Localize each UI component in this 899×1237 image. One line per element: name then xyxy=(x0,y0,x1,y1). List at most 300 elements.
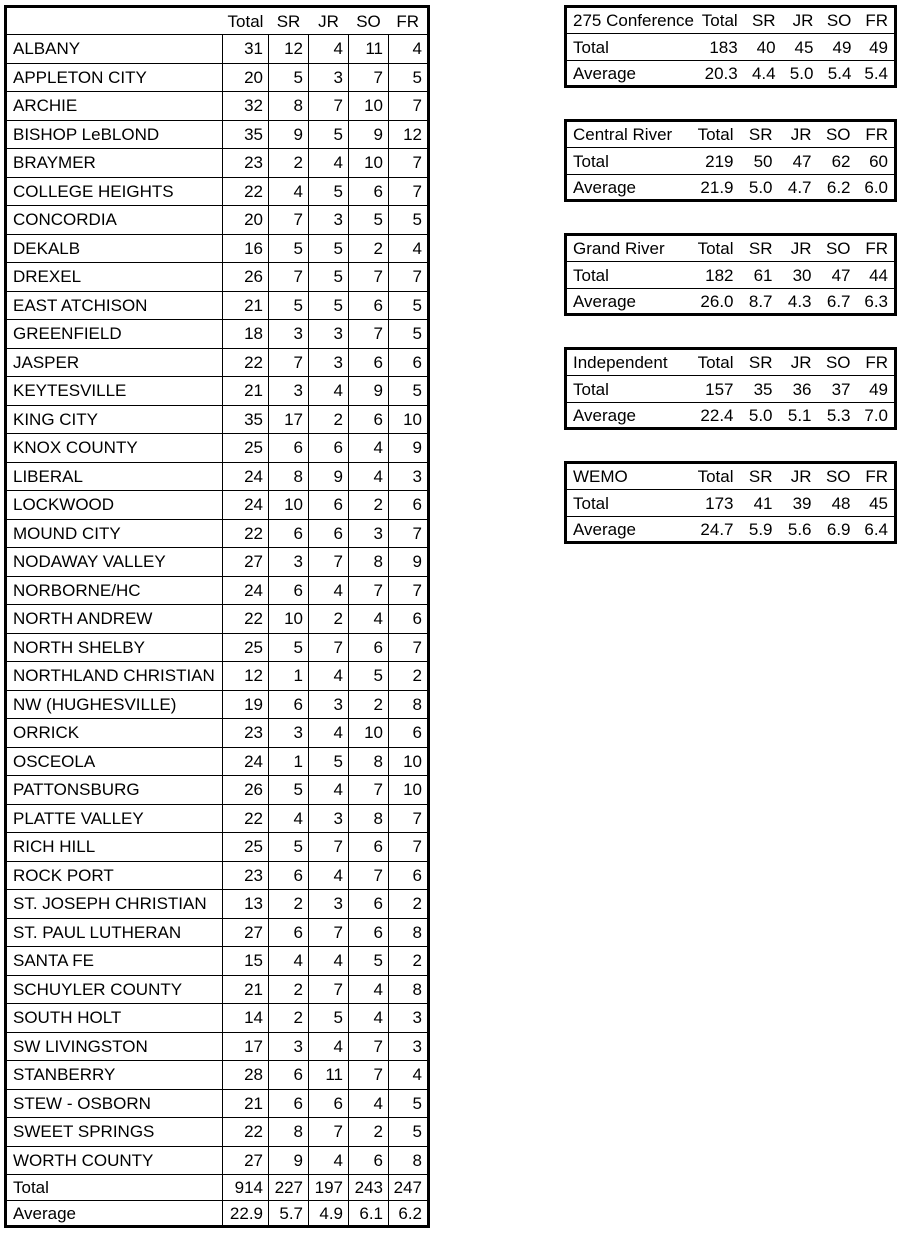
cell-fr: 6 xyxy=(389,491,429,520)
conference-average-total: 24.7 xyxy=(700,519,734,539)
conference-average-label: Average xyxy=(573,405,637,425)
cell-total: 22 xyxy=(223,605,269,634)
cell-school-name: MOUND CITY xyxy=(6,519,223,548)
total-total: 914 xyxy=(223,1175,269,1201)
school-row xyxy=(6,462,429,491)
cell-so: 7 xyxy=(349,320,389,349)
cell-jr: 4 xyxy=(309,719,349,748)
cell-jr: 4 xyxy=(309,947,349,976)
cell-sr: 8 xyxy=(269,462,309,491)
cell-sr: 5 xyxy=(269,833,309,862)
cell-fr: 5 xyxy=(389,320,429,349)
cell-jr: 5 xyxy=(309,263,349,292)
conference-header-so: SO xyxy=(818,121,857,148)
conference-average-total: 26.0 xyxy=(700,291,734,311)
cell-total: 23 xyxy=(223,861,269,890)
conference-average-sr: 5.0 xyxy=(748,177,773,197)
cell-jr: 3 xyxy=(309,890,349,919)
cell-sr: 9 xyxy=(269,120,309,149)
cell-sr: 3 xyxy=(269,719,309,748)
conference-header-row xyxy=(566,463,896,490)
cell-fr: 5 xyxy=(389,63,429,92)
cell-sr: 10 xyxy=(269,491,309,520)
conference-header-jr: JR xyxy=(782,7,820,34)
conference-total-row xyxy=(566,262,896,289)
cell-total: 15 xyxy=(223,947,269,976)
cell-so: 3 xyxy=(349,519,389,548)
conference-average-jr: 5.0 xyxy=(789,63,814,83)
conference-header-total: Total xyxy=(696,235,740,262)
school-row xyxy=(6,719,429,748)
cell-school-name: SCHUYLER COUNTY xyxy=(6,975,223,1004)
conference-total-so: 37 xyxy=(818,376,857,403)
cell-jr: 7 xyxy=(309,548,349,577)
cell-fr: 7 xyxy=(389,92,429,121)
cell-school-name: DREXEL xyxy=(6,263,223,292)
cell-jr: 5 xyxy=(309,177,349,206)
cell-sr: 6 xyxy=(269,861,309,890)
cell-sr: 4 xyxy=(269,947,309,976)
cell-so: 8 xyxy=(349,804,389,833)
cell-fr: 12 xyxy=(389,120,429,149)
cell-sr: 5 xyxy=(269,633,309,662)
cell-total: 22 xyxy=(223,348,269,377)
cell-so: 5 xyxy=(349,206,389,235)
conference-average-total: 21.9 xyxy=(700,177,734,197)
cell-school-name: KEYTESVILLE xyxy=(6,377,223,406)
cell-sr: 6 xyxy=(269,918,309,947)
cell-total: 21 xyxy=(223,377,269,406)
cell-fr: 6 xyxy=(389,348,429,377)
cell-fr: 4 xyxy=(389,234,429,263)
cell-sr: 6 xyxy=(269,434,309,463)
conference-average-fr: 7.0 xyxy=(864,405,888,425)
cell-so: 6 xyxy=(349,833,389,862)
conference-header-fr: FR xyxy=(857,349,896,376)
school-row xyxy=(6,890,429,919)
conference-total-row xyxy=(566,34,896,61)
cell-fr: 5 xyxy=(389,377,429,406)
cell-fr: 5 xyxy=(389,291,429,320)
school-row xyxy=(6,690,429,719)
conference-total-so: 49 xyxy=(819,34,857,61)
cell-school-name: KING CITY xyxy=(6,405,223,434)
cell-jr: 7 xyxy=(309,1118,349,1147)
school-row xyxy=(6,92,429,121)
cell-school-name: JASPER xyxy=(6,348,223,377)
conference-total-row xyxy=(566,148,896,175)
school-row xyxy=(6,206,429,235)
school-row xyxy=(6,918,429,947)
cell-fr: 5 xyxy=(389,206,429,235)
cell-jr: 4 xyxy=(309,377,349,406)
total-so: 243 xyxy=(349,1175,389,1201)
cell-fr: 2 xyxy=(389,890,429,919)
cell-so: 8 xyxy=(349,747,389,776)
conference-header-sr: SR xyxy=(740,349,779,376)
cell-school-name: ST. JOSEPH CHRISTIAN xyxy=(6,890,223,919)
conference-total-label: Total xyxy=(566,262,696,289)
cell-so: 4 xyxy=(349,1089,389,1118)
cell-school-name: WORTH COUNTY xyxy=(6,1146,223,1175)
conference-total-so: 47 xyxy=(818,262,857,289)
school-row xyxy=(6,576,429,605)
cell-sr: 5 xyxy=(269,776,309,805)
cell-sr: 1 xyxy=(269,747,309,776)
total-jr: 197 xyxy=(309,1175,349,1201)
cell-so: 8 xyxy=(349,548,389,577)
cell-total: 25 xyxy=(223,833,269,862)
school-row xyxy=(6,633,429,662)
cell-school-name: ALBANY xyxy=(6,35,223,64)
cell-fr: 7 xyxy=(389,633,429,662)
conference-average-fr: 6.4 xyxy=(864,519,888,539)
cell-sr: 1 xyxy=(269,662,309,691)
school-row xyxy=(6,320,429,349)
cell-so: 4 xyxy=(349,462,389,491)
cell-so: 9 xyxy=(349,377,389,406)
cell-jr: 4 xyxy=(309,861,349,890)
cell-fr: 6 xyxy=(389,719,429,748)
cell-sr: 3 xyxy=(269,377,309,406)
cell-school-name: SW LIVINGSTON xyxy=(6,1032,223,1061)
cell-total: 13 xyxy=(223,890,269,919)
conference-total-jr: 36 xyxy=(779,376,818,403)
average-label: Average xyxy=(13,1203,77,1223)
cell-sr: 6 xyxy=(269,576,309,605)
school-row xyxy=(6,491,429,520)
cell-fr: 4 xyxy=(389,35,429,64)
cell-fr: 3 xyxy=(389,1004,429,1033)
conference-total-row xyxy=(566,490,896,517)
cell-so: 2 xyxy=(349,234,389,263)
conference-average-so: 6.2 xyxy=(826,177,851,197)
conference-name: Independent xyxy=(566,349,696,376)
cell-total: 16 xyxy=(223,234,269,263)
conference-average-so: 6.9 xyxy=(826,519,851,539)
cell-fr: 7 xyxy=(389,263,429,292)
school-row xyxy=(6,1061,429,1090)
cell-total: 17 xyxy=(223,1032,269,1061)
cell-total: 27 xyxy=(223,548,269,577)
conference-total-sr: 40 xyxy=(744,34,782,61)
cell-so: 7 xyxy=(349,576,389,605)
cell-school-name: STANBERRY xyxy=(6,1061,223,1090)
school-row xyxy=(6,234,429,263)
cell-total: 28 xyxy=(223,1061,269,1090)
cell-sr: 17 xyxy=(269,405,309,434)
cell-jr: 5 xyxy=(309,234,349,263)
school-row xyxy=(6,833,429,862)
cell-sr: 5 xyxy=(269,234,309,263)
cell-school-name: PLATTE VALLEY xyxy=(6,804,223,833)
school-row xyxy=(6,605,429,634)
cell-jr: 4 xyxy=(309,576,349,605)
cell-fr: 4 xyxy=(389,1061,429,1090)
cell-so: 2 xyxy=(349,1118,389,1147)
cell-jr: 2 xyxy=(309,405,349,434)
cell-school-name: NORTHLAND CHRISTIAN xyxy=(6,662,223,691)
cell-jr: 4 xyxy=(309,149,349,178)
header-jr: JR xyxy=(309,7,349,35)
conference-header-row xyxy=(566,349,896,376)
school-row xyxy=(6,1032,429,1061)
conference-average-sr: 4.4 xyxy=(751,63,776,83)
cell-school-name: SOUTH HOLT xyxy=(6,1004,223,1033)
cell-total: 21 xyxy=(223,291,269,320)
conference-average-label: Average xyxy=(573,519,637,539)
cell-sr: 6 xyxy=(269,1089,309,1118)
conference-average-fr: 5.4 xyxy=(864,63,888,83)
school-row xyxy=(6,776,429,805)
cell-so: 2 xyxy=(349,690,389,719)
total-sr: 227 xyxy=(269,1175,309,1201)
average-row xyxy=(6,1201,429,1227)
cell-total: 24 xyxy=(223,491,269,520)
cell-total: 20 xyxy=(223,63,269,92)
cell-jr: 5 xyxy=(309,1004,349,1033)
cell-total: 22 xyxy=(223,1118,269,1147)
cell-jr: 5 xyxy=(309,747,349,776)
conference-total-fr: 49 xyxy=(857,376,896,403)
conference-header-fr: FR xyxy=(857,235,896,262)
conference-name: 275 Conference xyxy=(566,7,700,34)
cell-sr: 3 xyxy=(269,1032,309,1061)
cell-so: 6 xyxy=(349,177,389,206)
cell-school-name: LOCKWOOD xyxy=(6,491,223,520)
school-row xyxy=(6,804,429,833)
cell-so: 6 xyxy=(349,405,389,434)
cell-total: 22 xyxy=(223,177,269,206)
cell-fr: 8 xyxy=(389,1146,429,1175)
school-row xyxy=(6,519,429,548)
school-row xyxy=(6,747,429,776)
conference-total-fr: 44 xyxy=(857,262,896,289)
cell-fr: 10 xyxy=(389,776,429,805)
conference-table xyxy=(564,233,897,316)
cell-so: 2 xyxy=(349,491,389,520)
cell-fr: 8 xyxy=(389,918,429,947)
cell-so: 11 xyxy=(349,35,389,64)
conference-header-fr: FR xyxy=(857,463,896,490)
cell-school-name: APPLETON CITY xyxy=(6,63,223,92)
cell-sr: 3 xyxy=(269,320,309,349)
conference-average-row xyxy=(566,289,896,315)
header-fr: FR xyxy=(389,7,429,35)
conference-total-total: 157 xyxy=(696,376,740,403)
conference-table xyxy=(564,5,897,88)
cell-so: 5 xyxy=(349,662,389,691)
cell-so: 4 xyxy=(349,605,389,634)
conference-header-jr: JR xyxy=(779,349,818,376)
cell-sr: 7 xyxy=(269,206,309,235)
school-row xyxy=(6,861,429,890)
cell-fr: 9 xyxy=(389,434,429,463)
total-label: Total xyxy=(6,1175,223,1201)
school-row xyxy=(6,291,429,320)
cell-school-name: DEKALB xyxy=(6,234,223,263)
cell-school-name: RICH HILL xyxy=(6,833,223,862)
cell-jr: 9 xyxy=(309,462,349,491)
cell-school-name: NORTH ANDREW xyxy=(6,605,223,634)
conference-average-so: 6.7 xyxy=(826,291,851,311)
conference-total-row xyxy=(566,376,896,403)
cell-fr: 2 xyxy=(389,947,429,976)
conference-header-row xyxy=(566,235,896,262)
cell-total: 26 xyxy=(223,776,269,805)
cell-school-name: ST. PAUL LUTHERAN xyxy=(6,918,223,947)
conference-header-jr: JR xyxy=(779,463,818,490)
cell-so: 6 xyxy=(349,291,389,320)
conference-header-total: Total xyxy=(696,121,740,148)
school-row xyxy=(6,405,429,434)
cell-school-name: SANTA FE xyxy=(6,947,223,976)
cell-so: 7 xyxy=(349,63,389,92)
conference-total-fr: 60 xyxy=(857,148,896,175)
conference-average-label: Average xyxy=(573,63,637,83)
conference-total-fr: 49 xyxy=(857,34,895,61)
conference-header-fr: FR xyxy=(857,7,895,34)
conference-header-sr: SR xyxy=(740,235,779,262)
cell-total: 14 xyxy=(223,1004,269,1033)
conference-table xyxy=(564,347,897,430)
cell-total: 22 xyxy=(223,804,269,833)
conference-average-so: 5.3 xyxy=(826,405,851,425)
conference-header-so: SO xyxy=(818,235,857,262)
conference-total-jr: 47 xyxy=(779,148,818,175)
cell-total: 21 xyxy=(223,1089,269,1118)
school-row xyxy=(6,120,429,149)
cell-sr: 9 xyxy=(269,1146,309,1175)
school-row xyxy=(6,1146,429,1175)
cell-so: 7 xyxy=(349,1032,389,1061)
cell-sr: 12 xyxy=(269,35,309,64)
cell-jr: 4 xyxy=(309,1146,349,1175)
cell-so: 4 xyxy=(349,434,389,463)
average-so: 6.1 xyxy=(349,1201,389,1227)
conference-name: Central River xyxy=(566,121,696,148)
cell-total: 23 xyxy=(223,149,269,178)
conference-header-sr: SR xyxy=(740,121,779,148)
conference-average-so: 5.4 xyxy=(827,63,852,83)
average-fr: 6.2 xyxy=(389,1201,429,1227)
cell-school-name: ARCHIE xyxy=(6,92,223,121)
header-total: Total xyxy=(223,7,269,35)
cell-fr: 7 xyxy=(389,833,429,862)
cell-sr: 4 xyxy=(269,804,309,833)
cell-school-name: SWEET SPRINGS xyxy=(6,1118,223,1147)
cell-total: 22 xyxy=(223,519,269,548)
cell-sr: 5 xyxy=(269,63,309,92)
cell-total: 25 xyxy=(223,633,269,662)
average-jr: 4.9 xyxy=(309,1201,349,1227)
school-row xyxy=(6,1089,429,1118)
cell-total: 12 xyxy=(223,662,269,691)
cell-fr: 3 xyxy=(389,462,429,491)
cell-school-name: CONCORDIA xyxy=(6,206,223,235)
average-total: 22.9 xyxy=(223,1201,269,1227)
cell-jr: 6 xyxy=(309,1089,349,1118)
total-row xyxy=(6,1175,429,1201)
cell-so: 4 xyxy=(349,975,389,1004)
cell-total: 26 xyxy=(223,263,269,292)
cell-school-name: EAST ATCHISON xyxy=(6,291,223,320)
conference-table xyxy=(564,461,897,544)
conference-name: Grand River xyxy=(566,235,696,262)
cell-fr: 5 xyxy=(389,1118,429,1147)
total-fr: 247 xyxy=(389,1175,429,1201)
conference-average-label: Average xyxy=(573,177,637,197)
cell-fr: 3 xyxy=(389,1032,429,1061)
cell-so: 6 xyxy=(349,348,389,377)
conference-total-total: 219 xyxy=(696,148,740,175)
cell-so: 6 xyxy=(349,890,389,919)
cell-school-name: NORBORNE/HC xyxy=(6,576,223,605)
conference-header-total: Total xyxy=(696,349,740,376)
cell-sr: 2 xyxy=(269,1004,309,1033)
cell-fr: 8 xyxy=(389,975,429,1004)
cell-fr: 10 xyxy=(389,405,429,434)
cell-sr: 2 xyxy=(269,975,309,1004)
conference-header-total: Total xyxy=(696,463,740,490)
conference-total-so: 62 xyxy=(818,148,857,175)
cell-jr: 11 xyxy=(309,1061,349,1090)
conference-total-total: 182 xyxy=(696,262,740,289)
cell-jr: 2 xyxy=(309,605,349,634)
cell-sr: 7 xyxy=(269,263,309,292)
cell-sr: 7 xyxy=(269,348,309,377)
cell-fr: 7 xyxy=(389,519,429,548)
conference-average-jr: 5.1 xyxy=(787,405,812,425)
cell-jr: 7 xyxy=(309,833,349,862)
conference-header-fr: FR xyxy=(857,121,896,148)
cell-fr: 10 xyxy=(389,747,429,776)
conference-name: WEMO xyxy=(566,463,696,490)
conference-total-label: Total xyxy=(566,148,696,175)
cell-so: 5 xyxy=(349,947,389,976)
conference-header-so: SO xyxy=(819,7,857,34)
conference-total-label: Total xyxy=(566,490,696,517)
conference-total-sr: 41 xyxy=(740,490,779,517)
school-row xyxy=(6,662,429,691)
conference-total-label: Total xyxy=(566,34,700,61)
conference-table xyxy=(564,119,897,202)
conference-average-jr: 4.7 xyxy=(787,177,812,197)
school-row xyxy=(6,947,429,976)
cell-jr: 4 xyxy=(309,776,349,805)
cell-jr: 3 xyxy=(309,320,349,349)
cell-so: 6 xyxy=(349,1146,389,1175)
cell-so: 7 xyxy=(349,263,389,292)
cell-school-name: KNOX COUNTY xyxy=(6,434,223,463)
school-row xyxy=(6,263,429,292)
cell-fr: 6 xyxy=(389,861,429,890)
conference-total-so: 48 xyxy=(818,490,857,517)
school-row xyxy=(6,548,429,577)
school-row xyxy=(6,149,429,178)
conference-header-sr: SR xyxy=(744,7,782,34)
school-row xyxy=(6,348,429,377)
cell-school-name: NORTH SHELBY xyxy=(6,633,223,662)
conference-header-jr: JR xyxy=(779,235,818,262)
cell-total: 24 xyxy=(223,747,269,776)
conference-total-total: 183 xyxy=(700,34,744,61)
school-row xyxy=(6,1118,429,1147)
cell-so: 7 xyxy=(349,861,389,890)
cell-fr: 5 xyxy=(389,1089,429,1118)
cell-so: 10 xyxy=(349,719,389,748)
cell-school-name: STEW - OSBORN xyxy=(6,1089,223,1118)
